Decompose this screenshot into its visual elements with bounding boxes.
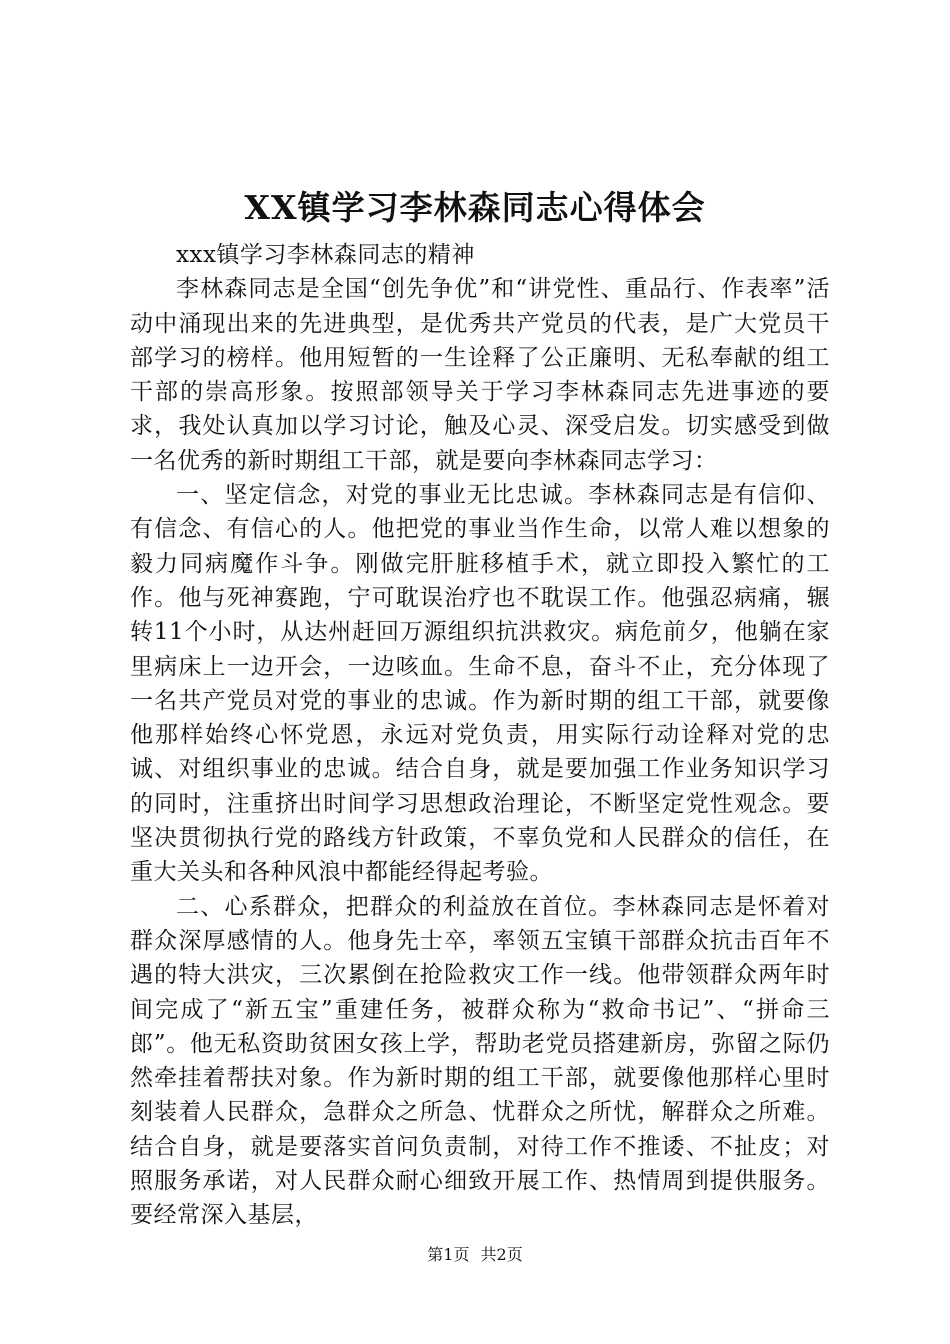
subtitle-paragraph: xxx镇学习李林森同志的精神	[176, 242, 475, 268]
page-total: 共2页	[480, 1245, 523, 1264]
page-number: 第1页	[427, 1245, 470, 1264]
intro-paragraph: 李林森同志是全国“创先争优”和“讲党性、重品行、作表率”活动中涌现出来的先进典型，是优秀共产党员的代表，是广大党员干部学习的榜样。他用短暂的一生诠释了公正廉明、无私奉献的组工干部的崇高形象。按照部领导关于学习李林森同志先进事迹的要求，我处认真加以学习讨论，触及心灵、深受启发。切实感受到做一名优秀的新时期组工干部，就是要向李林森同志学习：	[130, 276, 830, 474]
document-title: XX镇学习李林森同志心得体会	[244, 188, 706, 227]
section-one-paragraph: 一、坚定信念，对党的事业无比忠诚。李林森同志是有信仰、有信念、有信心的人。他把党的事业当作生命，以常人难以想象的毅力同病魔作斗争。刚做完肝脏移植手术，就立即投入繁忙的工作。他与死神赛跑，宁可耽误治疗也不耽误工作。他强忍病痛，辗转11个小时，从达州赶回万源组织抗洪救灾。病危前夕，他躺在家里病床上一边开会，一边咳血。生命不息，奋斗不止，充分体现了一名共产党员对党的事业的忠诚。作为新时期的组工干部，就要像他那样始终心怀党恩，永远对党负责，用实际行动诠释对党的忠诚、对组织事业的忠诚。结合自身，就是要加强工作业务知识学习的同时，注重挤出时间学习思想政治理论，不断坚定党性观念。要坚决贯彻执行党的路线方针政策，不辜负党和人民群众的信任，在重大关头和各种风浪中都能经得起考验。	[130, 482, 830, 886]
document-body	[130, 238, 830, 1233]
page-footer	[0, 1244, 950, 1266]
section-two-paragraph: 二、心系群众，把群众的利益放在首位。李林森同志是怀着对群众深厚感情的人。他身先士卒，率领五宝镇干部群众抗击百年不遇的特大洪灾，三次累倒在抢险救灾工作一线。他带领群众两年时间完成了“新五宝”重建任务，被群众称为“救命书记”、“拼命三郎”。他无私资助贫困女孩上学，帮助老党员搭建新房，弥留之际仍然牵挂着帮扶对象。作为新时期的组工干部，就要像他那样心里时刻装着人民群众，急群众之所急、忧群众之所忧，解群众之所难。结合自身，就是要落实首问负责制，对待工作不推诿、不扯皮；对照服务承诺，对人民群众耐心细致开展工作、热情周到提供服务。要经常深入基层，	[130, 893, 830, 1229]
